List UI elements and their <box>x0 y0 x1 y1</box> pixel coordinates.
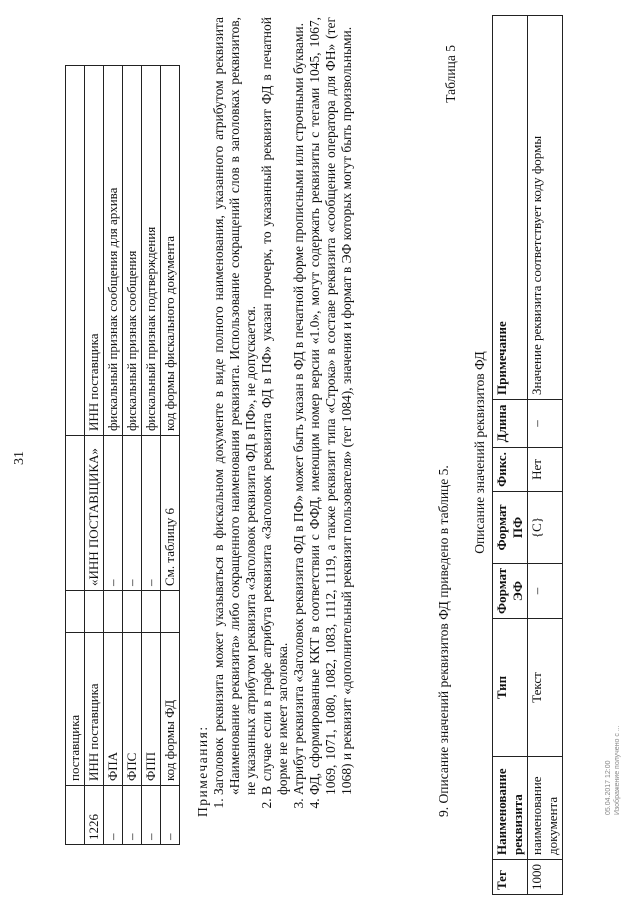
table-cell: – <box>104 786 123 845</box>
table-cell: «ИНН ПОСТАВЩИКА» <box>85 436 104 591</box>
table-cell <box>161 591 180 633</box>
table-cell: ФПА <box>104 633 123 786</box>
table-cell <box>123 591 142 633</box>
note-item: 3. Атрибут реквизита «Заголовок реквизита ФД в ПФ» может быть указан в ФД в печатной форме прописными или строчными буквами. <box>291 17 307 795</box>
table-cell: фискальный признак сообщения <box>123 66 142 436</box>
table-cell: фискальный признак подтверждения <box>142 66 161 436</box>
note-item: 4. ФД, сформированные ККТ в соответствии с ФФД, имеющим номер версии «1.0», могут содержать реквизиты с тегами 1045, 1067, 1069, 1071, 1080, 1082, 1083, 1112, 1119, а также реквизит типа «Строка» в составе реквизита «сообщение оператора для ФН» (тег 1068) и реквизит «дополнительный реквизит пользователя» (тег 1084), значения и формат в ЭФ которых могут быть произвольными. <box>307 17 355 795</box>
column-header: Тег <box>493 860 528 895</box>
column-header: Формат ЭФ <box>493 563 528 618</box>
table-cell: – <box>142 436 161 591</box>
table-header-row <box>493 16 528 895</box>
table-cell: Значение реквизита соответствует коду формы <box>528 16 563 400</box>
table-5-title: Описание значений реквизитов ФД <box>472 351 487 554</box>
table-cell: Текст <box>528 619 563 757</box>
page-number: 31 <box>12 451 27 465</box>
table-cell: наименование документа <box>528 757 563 860</box>
table-row <box>161 66 180 845</box>
table-cell: поставщика <box>66 633 85 786</box>
table-cell: – <box>528 563 563 618</box>
column-header: Длина <box>493 399 528 447</box>
table-cell: фискальный признак сообщения для архива <box>104 66 123 436</box>
table-cell: ФПС <box>123 633 142 786</box>
table-row <box>66 66 85 845</box>
table-cell <box>104 591 123 633</box>
table-cell: 1226 <box>85 786 104 845</box>
table-cell <box>66 591 85 633</box>
note-item: 1. Заголовок реквизита может указываться в фискальном документе в виде полного наименования, указанного атрибутом реквизита «Наименование реквизита» либо сокращенного наименования реквизита. Использование сокращений слов в заголовках реквизитов, не указанных атрибутом реквизита «Заголовок реквизита ФД в ПФ», не допускается. <box>211 17 259 795</box>
table-cell: код формы ФД <box>161 633 180 786</box>
table-row <box>142 66 161 845</box>
table-row <box>85 66 104 845</box>
table-cell <box>66 786 85 845</box>
table-row <box>123 66 142 845</box>
notes-list <box>211 17 355 817</box>
table-cell: Нет <box>528 447 563 491</box>
column-header: Тип <box>493 619 528 757</box>
table-cell: – <box>123 436 142 591</box>
column-header: Примечание <box>493 16 528 400</box>
table-cell <box>142 591 161 633</box>
table-row <box>528 16 563 895</box>
table-5-caption: Таблица 5 <box>443 45 458 103</box>
column-header: Наименование реквизита <box>493 757 528 860</box>
table-cell: – <box>161 786 180 845</box>
note-item: 2. В случае если в графе атрибута реквизита «Заголовок реквизита ФД в ПФ» указан прочерк, то указанный реквизит ФД в печатной форме не имеет заголовка. <box>259 17 291 795</box>
attributes-table-continued <box>65 65 180 845</box>
table-cell: См. таблицу 6 <box>161 436 180 591</box>
notes-block <box>195 17 355 817</box>
stamp-line: Изображение получено с ... <box>614 725 621 815</box>
table-cell: {С} <box>528 491 563 563</box>
table-row <box>104 66 123 845</box>
column-header: Формат ПФ <box>493 491 528 563</box>
table-cell: ФПП <box>142 633 161 786</box>
section-9-text: 9. Описание значений реквизитов ФД приведено в таблице 5. <box>436 465 451 817</box>
table-cell <box>66 66 85 436</box>
table-cell: – <box>142 786 161 845</box>
table-cell: – <box>528 399 563 447</box>
table-cell <box>66 436 85 591</box>
column-header: Фикс. <box>493 447 528 491</box>
table-cell: код формы фискального документа <box>161 66 180 436</box>
table-cell: – <box>123 786 142 845</box>
table-cell: – <box>104 436 123 591</box>
scan-stamp <box>604 725 622 815</box>
table-5 <box>492 15 563 895</box>
table-cell <box>85 591 104 633</box>
stamp-line: 05.04.2017 12:00 <box>605 760 612 815</box>
table-cell: ИНН поставщика <box>85 66 104 436</box>
notes-title: Примечания: <box>195 725 210 817</box>
table-cell: 1000 <box>528 860 563 895</box>
table-cell: ИНН поставщика <box>85 633 104 786</box>
